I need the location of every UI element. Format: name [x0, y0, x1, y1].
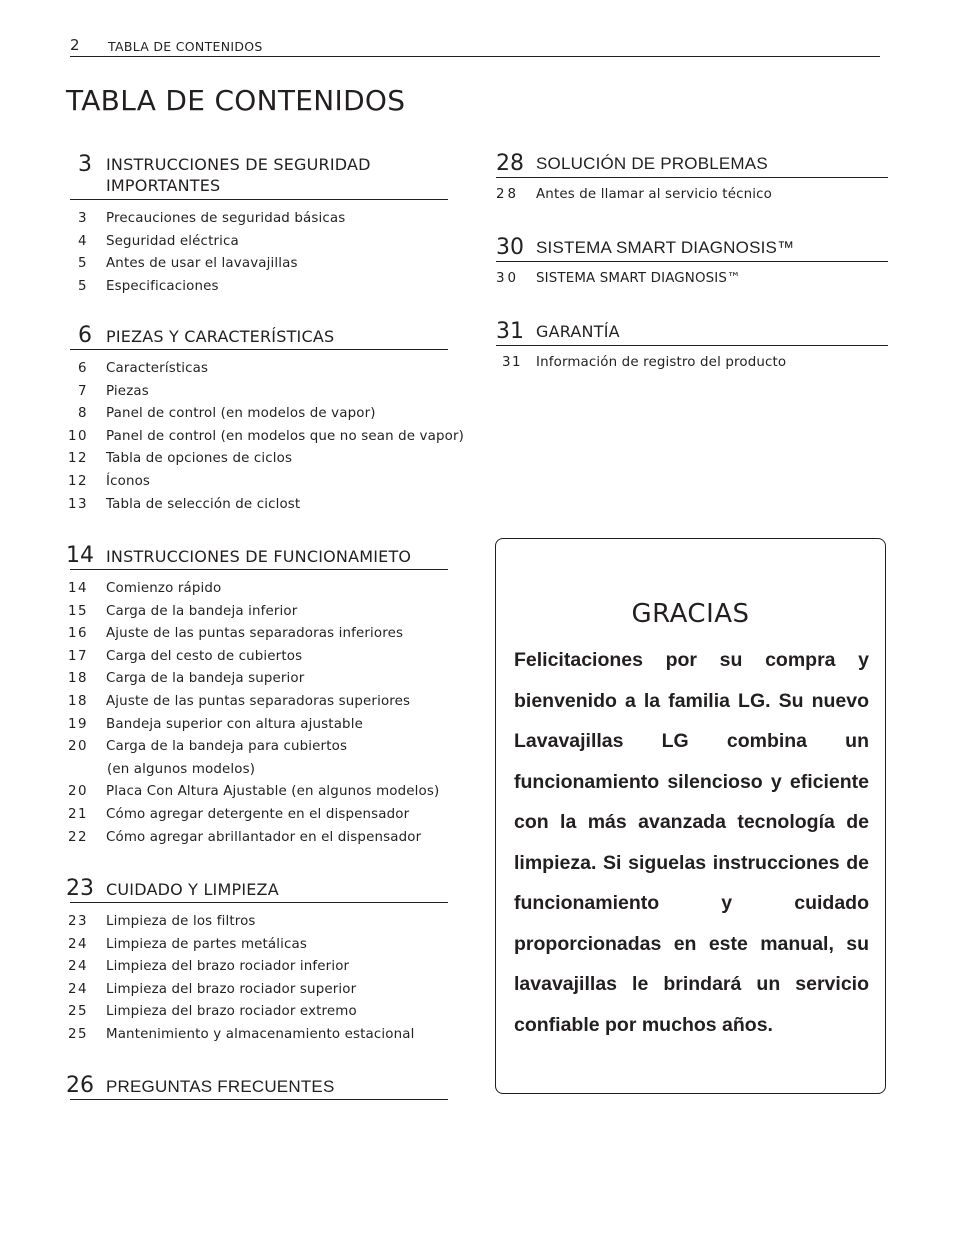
toc-entry-label: Cómo agregar detergente en el dispensador [106, 806, 410, 822]
toc-entry[interactable] [67, 471, 464, 494]
toc-entry[interactable] [496, 268, 888, 291]
toc-section-number: 6 [78, 323, 92, 348]
toc-section-heading[interactable] [496, 237, 888, 262]
toc-entry-page: 24 [67, 936, 88, 952]
toc-section-heading[interactable] [66, 876, 448, 903]
toc-section-title: INSTRUCCIONES DE FUNCIONAMIETO [106, 547, 412, 566]
toc-entry[interactable] [70, 358, 464, 381]
toc-section-number: 30 [496, 235, 524, 260]
toc-entry-page: 15 [67, 603, 88, 619]
toc-entry-label: Limpieza del brazo rociador inferior [106, 959, 350, 975]
toc-entry-page: 22 [67, 829, 88, 845]
toc-entry[interactable] [67, 956, 448, 979]
toc-entry[interactable] [70, 231, 448, 254]
toc-section-garantia [496, 321, 888, 375]
toc-entry-page: 20 [67, 784, 88, 800]
toc-entry-label: Información de registro del producto [536, 355, 787, 370]
toc-entry-label: Limpieza de partes metálicas [106, 936, 308, 952]
toc-entry-page: 30 [496, 271, 520, 286]
toc-entry[interactable] [67, 601, 448, 624]
toc-entry-continuation[interactable] [70, 759, 448, 782]
toc-section-preguntas [66, 1073, 448, 1100]
toc-entry-label: Especificaciones [106, 278, 219, 294]
toc-entry[interactable] [67, 1024, 448, 1047]
toc-entry-page: 8 [77, 406, 88, 422]
toc-entry-page: 17 [67, 648, 88, 664]
toc-entry-page: 16 [67, 626, 88, 642]
toc-entry-page: 3 [77, 211, 88, 226]
toc-entry-label: Precauciones de seguridad básicas [106, 211, 346, 226]
toc-entry-page: 5 [77, 278, 88, 294]
toc-section-heading[interactable] [496, 321, 888, 346]
toc-entry-label: Carga de la bandeja para cubiertos [106, 739, 348, 755]
toc-section-piezas [67, 323, 465, 516]
toc-section-title: INSTRUCCIONES DE SEGURIDAD IMPORTANTES [106, 155, 371, 195]
toc-entry[interactable] [67, 494, 464, 517]
toc-entry-label: Mantenimiento y almacenamiento estacional [106, 1026, 415, 1042]
toc-entry-page: 18 [67, 693, 88, 709]
toc-entry-label: Antes de llamar al servicio técnico [536, 187, 772, 202]
toc-entry-page: 13 [67, 496, 88, 512]
toc-section-heading[interactable] [496, 153, 888, 178]
toc-entry[interactable] [67, 979, 448, 1002]
toc-section-number: 23 [66, 876, 94, 901]
toc-entry-label: Placa Con Altura Ajustable (en algunos modelos) [106, 784, 440, 800]
toc-entry[interactable] [70, 403, 464, 426]
toc-section-number: 3 [78, 152, 92, 177]
page-title: TABLA DE CONTENIDOS [66, 84, 406, 117]
toc-entry-page: 14 [67, 581, 88, 596]
toc-entry[interactable] [496, 352, 888, 375]
toc-entry[interactable] [67, 736, 448, 759]
toc-section-title: SOLUCIÓN DE PROBLEMAS [536, 154, 768, 173]
toc-entry-page: 28 [496, 187, 520, 202]
toc-entry-label: Íconos [106, 473, 151, 489]
toc-section-heading[interactable] [66, 1073, 448, 1100]
toc-entry-label: SISTEMA SMART DIAGNOSIS™ [536, 271, 741, 286]
toc-entry-label: Tabla de opciones de ciclos [106, 451, 293, 467]
toc-entry-label: Ajuste de las puntas separadoras inferiores [106, 626, 404, 642]
toc-entry-page: 25 [67, 1004, 88, 1020]
toc-entry-page: 18 [67, 671, 88, 687]
toc-section-title: PREGUNTAS FRECUENTES [106, 1077, 335, 1096]
toc-entry-page: 21 [67, 806, 88, 822]
toc-entry[interactable] [67, 448, 464, 471]
toc-entry-label: Limpieza del brazo rociador extremo [106, 1004, 357, 1020]
toc-section-heading[interactable] [70, 323, 448, 350]
toc-entry-page: 25 [67, 1026, 88, 1042]
toc-entry[interactable] [70, 276, 448, 299]
toc-entry-label: Seguridad eléctrica [106, 233, 239, 249]
toc-entry-page: 24 [67, 981, 88, 997]
toc-entry[interactable] [67, 426, 465, 449]
toc-section-title: GARANTÍA [536, 322, 620, 341]
toc-entry-label: Cómo agregar abrillantador en el dispensador [106, 829, 422, 845]
toc-section-seguridad [70, 154, 448, 298]
toc-entry-label: Bandeja superior con altura ajustable [106, 716, 363, 732]
toc-entry[interactable] [67, 623, 448, 646]
toc-entry-label: Carga de la bandeja inferior [106, 603, 298, 619]
toc-entry-page: 19 [67, 716, 88, 732]
toc-entry-label: Limpieza del brazo rociador superior [106, 981, 357, 997]
toc-section-problemas [496, 153, 888, 207]
toc-entry-page: 10 [67, 428, 88, 444]
toc-entry-page: 20 [67, 739, 88, 755]
toc-section-number: 28 [496, 151, 524, 176]
toc-entry[interactable] [70, 208, 448, 231]
toc-entry-label: Comienzo rápido [106, 581, 222, 596]
toc-entry-page: 5 [77, 256, 88, 272]
toc-entry[interactable] [67, 827, 448, 850]
toc-entry-page: 31 [502, 355, 523, 370]
toc-section-cuidado [66, 876, 448, 1047]
toc-section-number: 14 [66, 543, 94, 568]
toc-entry-page: 24 [67, 959, 88, 975]
toc-entry-label: Carga de la bandeja superior [106, 671, 305, 687]
toc-entry-label: Ajuste de las puntas separadoras superiores [106, 693, 411, 709]
toc-entry[interactable] [67, 1001, 448, 1024]
toc-entry-label: Carga del cesto de cubiertos [106, 648, 303, 664]
thanks-title: GRACIAS [631, 599, 750, 629]
toc-entry-label: Características [106, 361, 209, 376]
toc-entry-label: Panel de control (en modelos de vapor) [106, 406, 376, 422]
toc-entry-label: (en algunos modelos) [107, 761, 256, 777]
toc-section-title: CUIDADO Y LIMPIEZA [106, 880, 279, 899]
toc-section-title: SISTEMA SMART DIAGNOSIS™ [536, 238, 795, 257]
toc-entry[interactable] [67, 668, 448, 691]
toc-section-smart-diagnosis [496, 237, 888, 291]
toc-entry[interactable] [67, 804, 448, 827]
thanks-box [495, 538, 886, 1094]
thanks-message: Felicitaciones por su compra y bienvenido a la familia LG. Su nuevo Lavavajillas LG combina un funcionamiento silencioso y eficiente con la más avanzada tecnología de limpieza. Si siguelas instrucciones de funcionamiento y cuidado proporcionadas en este manual, su lavavajillas le brindará un servicio confiable por muchos años. [514, 649, 869, 1036]
toc-section-title: PIEZAS Y CARACTERÍSTICAS [106, 327, 335, 346]
toc-entry-page: 12 [67, 451, 88, 467]
toc-section-funcionamiento [66, 543, 448, 849]
toc-entry[interactable] [67, 691, 448, 714]
toc-section-number: 31 [496, 319, 524, 344]
toc-entry-label: Tabla de selección de ciclost [106, 496, 301, 512]
toc-entry-label: Panel de control (en modelos que no sean de vapor) [106, 428, 465, 444]
header-rule [70, 56, 880, 57]
toc-entry-label: Limpieza de los filtros [106, 914, 256, 929]
toc-entry-page: 4 [77, 233, 88, 249]
toc-entry[interactable] [70, 253, 448, 276]
toc-entry[interactable] [67, 714, 448, 737]
toc-entry[interactable] [67, 646, 448, 669]
toc-entry[interactable] [70, 381, 464, 404]
toc-section-heading[interactable] [66, 543, 448, 570]
toc-entry[interactable] [67, 781, 448, 804]
toc-entry-label: Piezas [106, 383, 149, 399]
toc-section-heading[interactable] [70, 154, 448, 200]
header-running-title: TABLA DE CONTENIDOS [108, 39, 263, 54]
toc-entry-label: Antes de usar el lavavajillas [106, 256, 298, 272]
toc-entry-page: 7 [77, 383, 88, 399]
toc-entry[interactable] [496, 184, 888, 207]
header-page-number: 2 [70, 36, 80, 54]
toc-entry[interactable] [67, 578, 448, 601]
toc-entry-page: 12 [67, 473, 88, 489]
toc-entry-page: 23 [67, 914, 88, 929]
toc-section-number: 26 [66, 1073, 94, 1098]
toc-entry[interactable] [67, 934, 448, 957]
toc-entry[interactable] [67, 911, 448, 934]
toc-entry-page: 6 [77, 361, 88, 376]
